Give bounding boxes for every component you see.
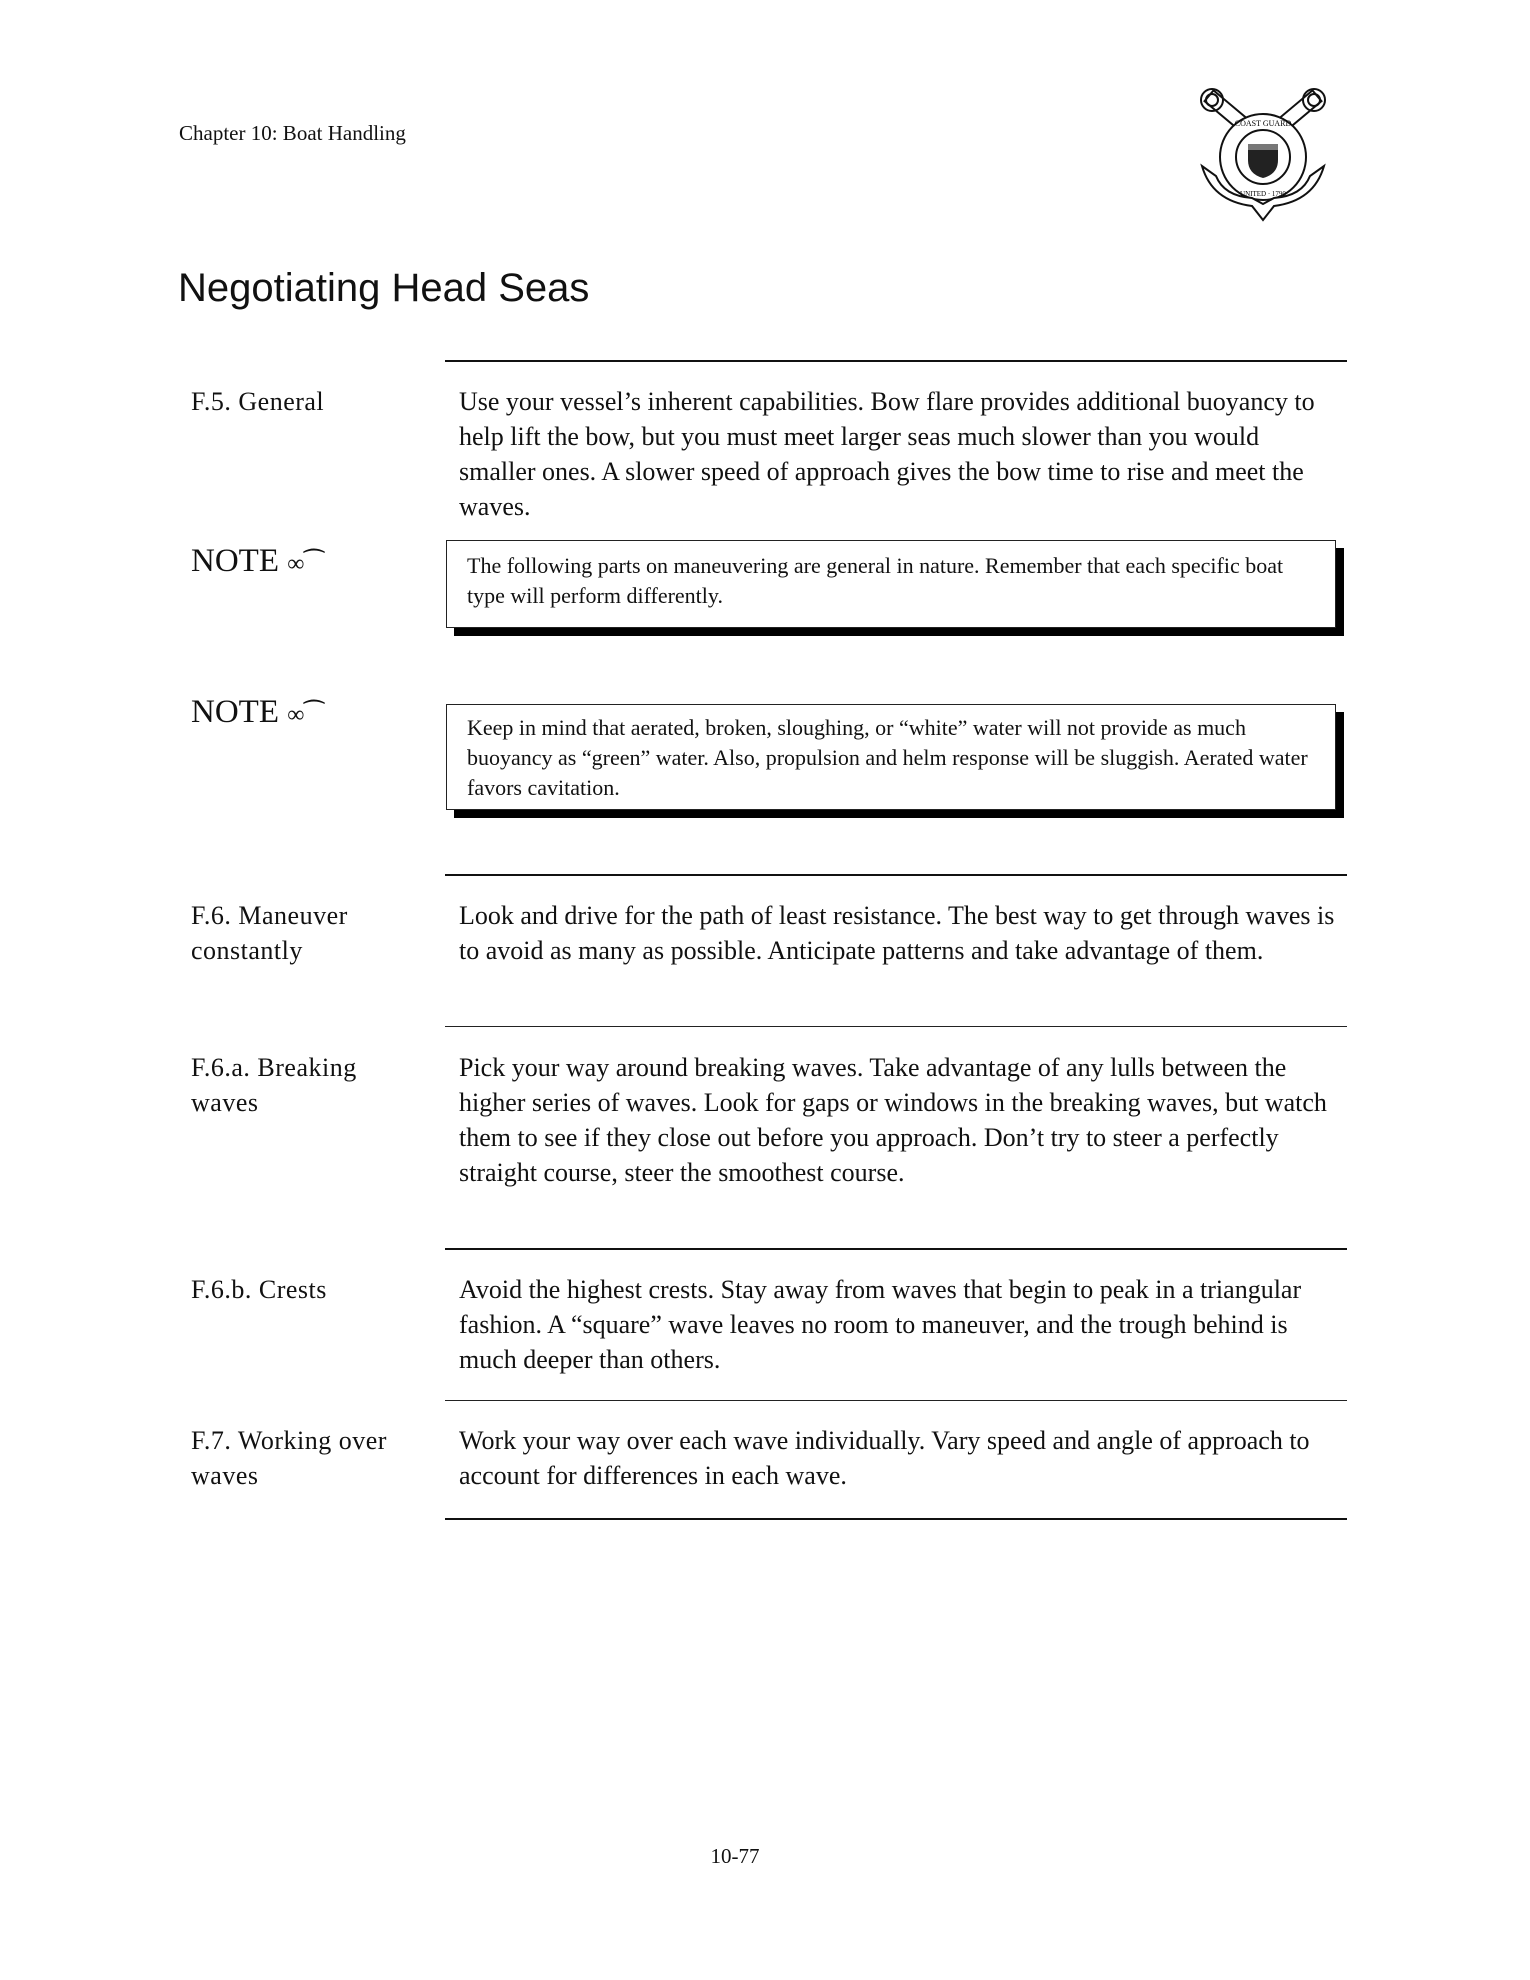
divider — [445, 360, 1347, 362]
divider — [445, 1026, 1347, 1027]
note-text: Keep in mind that aerated, broken, sloughing, or “white” water will not provide as much buoyancy as “green” water. Also, propulsion and helm response will be sluggish. Aerated water favors cavitation. — [467, 715, 1308, 800]
divider — [445, 1248, 1347, 1250]
note-label-text: NOTE — [191, 543, 279, 579]
section-text-f7: Work your way over each wave individually. Vary speed and angle of approach to account for differences in each wave. — [459, 1426, 1310, 1490]
note-box — [446, 540, 1336, 628]
note-label — [191, 543, 324, 580]
section-label-f6a: F.6.a. Breaking waves — [191, 1053, 357, 1117]
glasses-icon: ∞⁀ — [287, 702, 324, 728]
divider — [445, 874, 1347, 876]
section-text-f6a: Pick your way around breaking waves. Take advantage of any lulls between the higher series of waves. Look for gaps or windows in the breaking waves, but watch them to see if they close out before you approach. Don’t try to steer a perfectly straight course, steer the smoothest course. — [459, 1053, 1327, 1187]
section-label-f6: F.6. Maneuver constantly — [191, 901, 348, 965]
glasses-icon: ∞⁀ — [287, 551, 324, 577]
divider — [445, 1400, 1347, 1401]
section-text-f6: Look and drive for the path of least resistance. The best way to get through waves is to avoid as many as possible. Anticipate patterns and take advantage of them. — [459, 901, 1335, 965]
section-label-f7: F.7. Working over waves — [191, 1426, 387, 1490]
section-text-f5: Use your vessel’s inherent capabilities. Bow flare provides additional buoyancy to help lift the bow, but you must meet larger seas much slower than you would smaller ones. A slower speed of approach gives the bow time to rise and meet the waves. — [459, 387, 1315, 521]
coast-guard-seal-logo — [1192, 86, 1334, 224]
note-text: The following parts on maneuvering are general in nature. Remember that each specific boat type will perform differently. — [467, 553, 1284, 608]
note-label — [191, 694, 324, 731]
note-box — [446, 704, 1336, 810]
note-label-text: NOTE — [191, 694, 279, 730]
running-header: Chapter 10: Boat Handling — [179, 121, 406, 145]
page-title: Negotiating Head Seas — [178, 266, 590, 310]
divider — [445, 1518, 1347, 1520]
section-label-f5: F.5. General — [191, 387, 325, 416]
page-number: 10-77 — [710, 1844, 760, 1868]
svg-text:UNITED · 1790: UNITED · 1790 — [1240, 190, 1286, 198]
section-text-f6b: Avoid the highest crests. Stay away from waves that begin to peak in a triangular fashion. A “square” wave leaves no room to maneuver, and the trough behind is much deeper than others. — [459, 1275, 1302, 1374]
svg-text:COAST GUARD: COAST GUARD — [1234, 119, 1292, 128]
section-label-f6b: F.6.b. Crests — [191, 1275, 327, 1304]
